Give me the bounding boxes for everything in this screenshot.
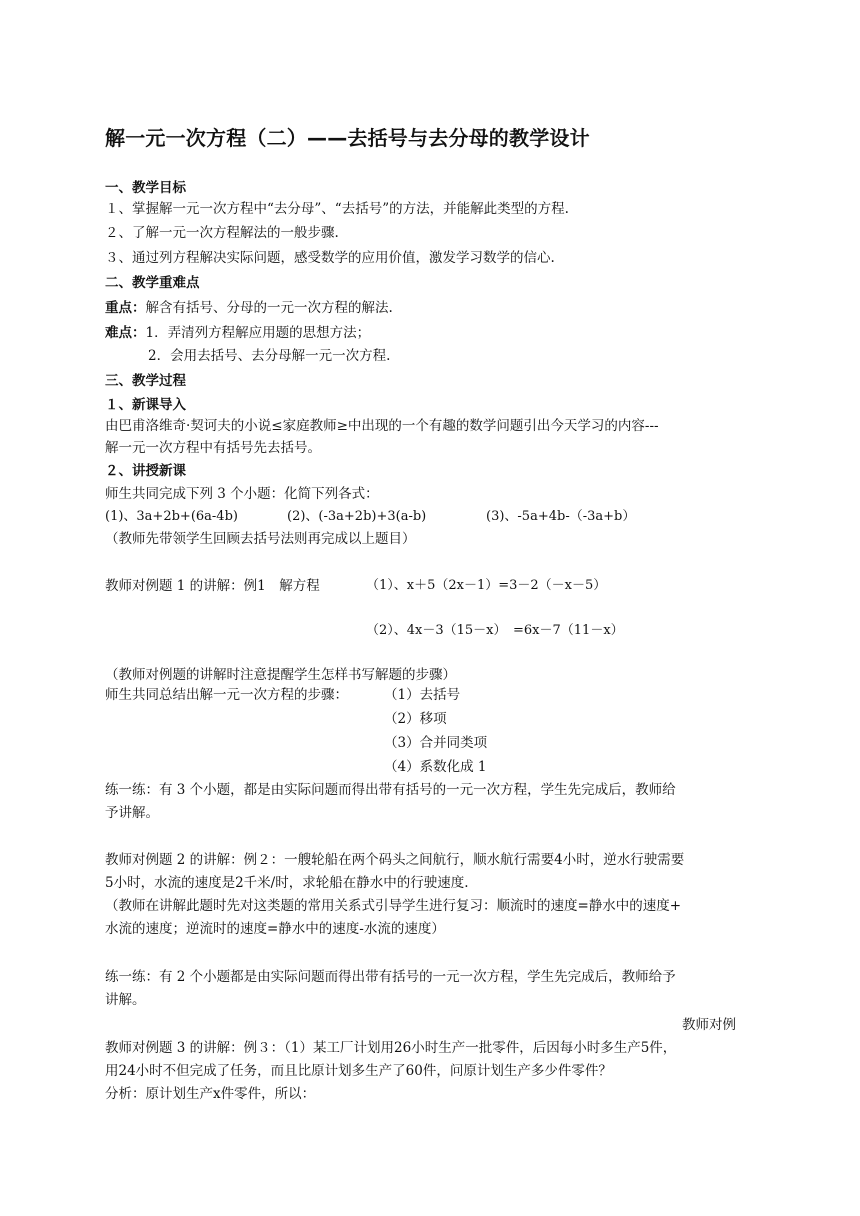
- goal-item-2: ２、了解一元一次方程解法的一般步骤.: [105, 225, 339, 241]
- exercise-item-2: (2)、(-3a+2b)+3(a-b): [287, 509, 427, 524]
- exercise-note: （教师先带领学生回顾去括号法则再完成以上题目）: [105, 531, 416, 547]
- key-point: [105, 298, 393, 318]
- example-2-note-1: （教师在讲解此题时先对这类题的常用关系式引导学生进行复习：顺流时的速度=静水中的速度+: [105, 898, 682, 914]
- example-1-equation-2: （2）、4x－3（15－x） =6x－7（11－x）: [366, 623, 624, 638]
- example-2-line-2: 5小时，水流的速度是2千米/时，求轮船在静水中的行驶速度.: [105, 875, 469, 891]
- exercise-item-3: (3)、-5a+4b-（-3a+b）: [486, 509, 636, 524]
- intro-line-2: 解一元一次方程中有括号先去括号。: [105, 440, 321, 456]
- step-1: （1）去括号: [384, 687, 461, 703]
- section-heading-keypoints: 二、教学重难点: [105, 275, 200, 291]
- example-1-label: 教师对例题 1 的讲解：例1 解方程: [105, 578, 320, 594]
- example-2-note-2: 水流的速度；逆流时的速度=静水中的速度-水流的速度）: [105, 921, 445, 937]
- difficulty-item-2: 2．会用去括号、去分母解一元一次方程.: [148, 348, 391, 364]
- page-title: 解一元一次方程（二）——去括号与去分母的教学设计: [105, 126, 590, 150]
- analysis-line: 分析：原计划生产x件零件，所以：: [105, 1086, 316, 1102]
- practice-1-line-2: 予讲解。: [105, 805, 159, 821]
- example-3-line-2: 用24小时不但完成了任务，而且比原计划多生产了60件，问原计划生产多少件零件？: [105, 1063, 612, 1079]
- subsection-heading-new-lesson: ２、讲授新课: [105, 463, 186, 479]
- key-point-text: 解含有括号、分母的一元一次方程的解法.: [145, 300, 393, 316]
- practice-2-line-1: 练一练：有 2 个小题都是由实际问题而得出带有括号的一元一次方程，学生先完成后，教师给予: [105, 969, 676, 985]
- right-fragment: 教师对例: [682, 1017, 736, 1033]
- example-1-note: （教师对例题的讲解时注意提醒学生怎样书写解题的步骤）: [105, 667, 456, 683]
- goal-item-3: ３、通过列方程解决实际问题，感受数学的应用价值，激发学习数学的信心.: [105, 250, 555, 266]
- section-heading-goals: 一、教学目标: [105, 180, 186, 196]
- difficulty-item-1: 1．弄清列方程解应用题的思想方法；: [145, 325, 371, 341]
- difficulty: [105, 323, 370, 343]
- steps-intro: 师生共同总结出解一元一次方程的步骤：: [105, 687, 348, 703]
- exercise-item-1: (1)、3a+2b+(6a-4b): [105, 509, 238, 524]
- example-3-line-1: 教师对例题 3 的讲解：例３：（1）某工厂计划用26小时生产一批零件，后因每小时多生产5件，: [105, 1040, 677, 1056]
- section-heading-process: 三、教学过程: [105, 373, 186, 389]
- step-3: （3）合并同类项: [384, 735, 488, 751]
- intro-line-1: 由巴甫洛维奇·契诃夫的小说≤家庭教师≥中出现的一个有趣的数学问题引出今天学习的内容---: [105, 418, 659, 434]
- practice-1-line-1: 练一练：有 3 个小题，都是由实际问题而得出带有括号的一元一次方程，学生先完成后，教师给: [105, 782, 676, 798]
- step-4: （4）系数化成 1: [384, 759, 487, 775]
- practice-2-line-2: 讲解。: [105, 992, 146, 1008]
- subsection-heading-intro: １、新课导入: [105, 397, 186, 413]
- new-lesson-intro: 师生共同完成下列 3 个小题：化简下列各式：: [105, 486, 379, 502]
- goal-item-1: １、掌握解一元一次方程中“去分母”、“去括号”的方法，并能解此类型的方程.: [105, 201, 569, 217]
- difficulty-label: 难点：: [105, 325, 146, 341]
- example-1-equation-1: （1）、x＋5（2x－1）=3－2（－x－5）: [366, 578, 607, 593]
- key-point-label: 重点：: [105, 300, 146, 316]
- example-2-line-1: 教师对例题 2 的讲解：例２：一艘轮船在两个码头之间航行，顺水航行需要4小时，逆水行驶需要: [105, 852, 685, 868]
- step-2: （2）移项: [384, 711, 447, 727]
